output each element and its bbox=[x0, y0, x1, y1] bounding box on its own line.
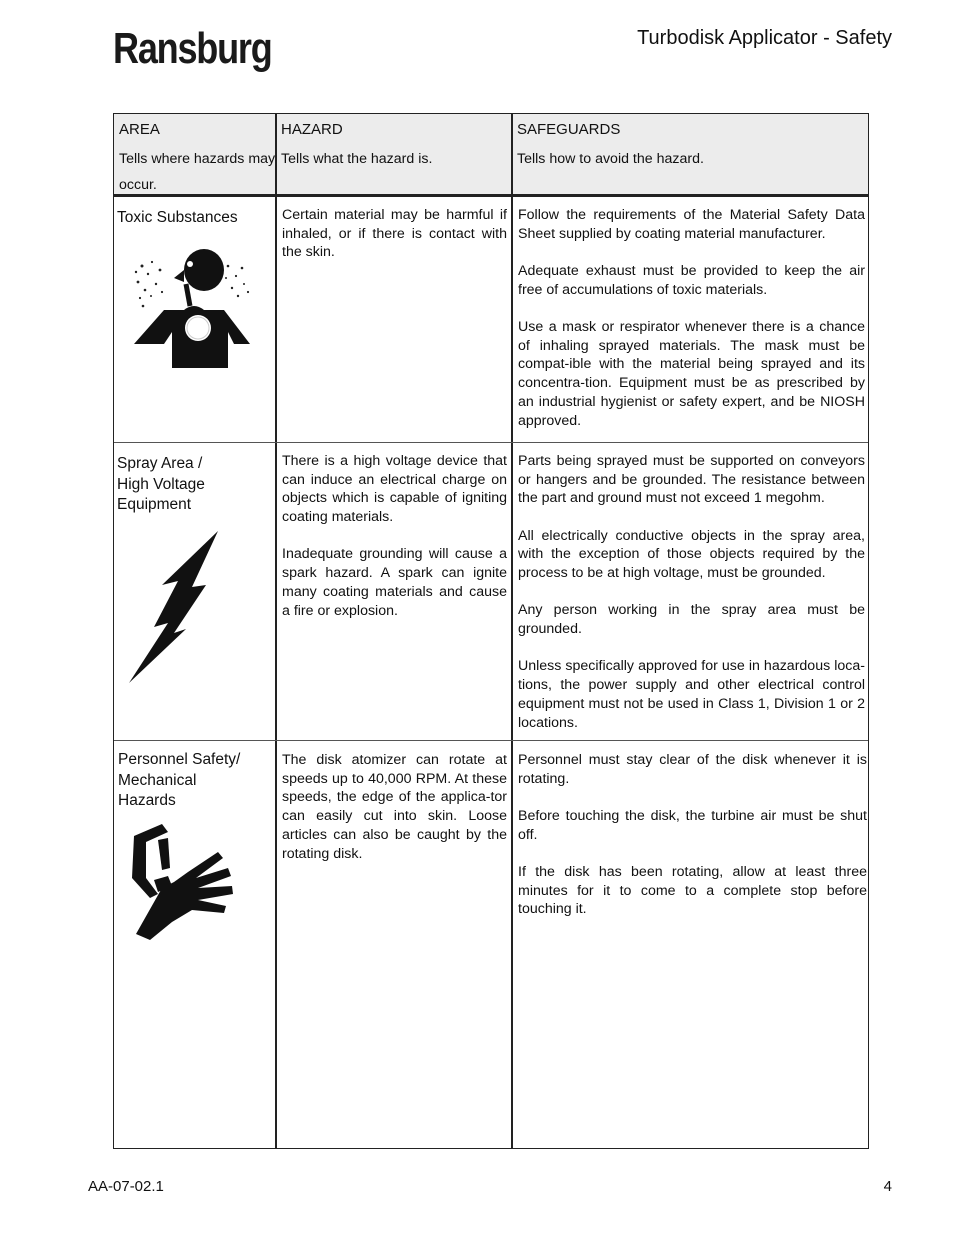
toxic-inhalation-icon bbox=[132, 248, 254, 370]
area-spray-high-voltage: Spray Area / High Voltage Equipment bbox=[117, 455, 205, 513]
hazard-text: Certain material may be harmful if inhaled, or if there is contact with the skin. bbox=[282, 207, 507, 261]
safeguard-text: Unless specifically approved for use in hazardous loca-tions, the power supply and other electrical control equipment must not be used in Class 1, Division 1 or 2 locations. bbox=[518, 658, 865, 731]
safeguard-text: Adequate exhaust must be provided to keep the air free of accumulations of toxic materials. bbox=[518, 263, 865, 298]
header-area-title: AREA bbox=[119, 121, 160, 138]
safeguard-text: Use a mask or respirator whenever there is a chance of inhaling sprayed materials. The mask must be compat-ible with the material being sprayed and its concentra-tion. Equipment must be as prescribed by an industrial hygienist or safety expert, and be NIOSH approved. bbox=[518, 319, 865, 429]
hand-cut-hazard-icon bbox=[128, 822, 236, 942]
header-hazard-title: HAZARD bbox=[281, 121, 343, 138]
column-divider bbox=[511, 114, 513, 1148]
area-toxic-substances: Toxic Substances bbox=[117, 209, 238, 226]
document-number: AA-07-02.1 bbox=[88, 1178, 164, 1195]
safeguard-text: All electrically conductive objects in the spray area, with the exception of those objects required by the process to be at high voltage, must be grounded. bbox=[518, 527, 865, 582]
header-safeguards bbox=[517, 120, 862, 172]
safeguard-text: Parts being sprayed must be supported on conveyors or hangers and be grounded. The resistance between the part and ground must not exceed 1 megohm. bbox=[518, 453, 865, 507]
header-area bbox=[119, 120, 277, 198]
header-hazard-subtitle: Tells what the hazard is. bbox=[281, 151, 433, 167]
document-title: Turbodisk Applicator - Safety bbox=[637, 27, 892, 49]
hazard-mechanical bbox=[282, 751, 507, 863]
safeguard-text: Before touching the disk, the turbine air must be shut off. bbox=[518, 808, 867, 843]
header-hazard bbox=[281, 120, 509, 172]
lightning-bolt-icon bbox=[126, 529, 222, 685]
page-number: 4 bbox=[883, 1178, 892, 1195]
hazard-text: There is a high voltage device that can induce an electrical charge on objects which is capable of igniting coating materials. bbox=[282, 453, 507, 526]
row-divider bbox=[114, 442, 868, 443]
header-area-subtitle: Tells where hazards may occur. bbox=[119, 151, 276, 193]
header-safeguards-title: SAFEGUARDS bbox=[517, 121, 621, 138]
header-safeguards-subtitle: Tells how to avoid the hazard. bbox=[517, 151, 704, 167]
safeguards-high-voltage bbox=[518, 452, 865, 732]
safeguards-mechanical bbox=[518, 751, 867, 919]
safeguard-text: If the disk has been rotating, allow at least three minutes for it to come to a complete stop before touching it. bbox=[518, 864, 867, 918]
ransburg-logo: Ransburg bbox=[113, 24, 272, 73]
hazard-toxic bbox=[282, 206, 507, 262]
row-divider bbox=[114, 740, 868, 741]
area-personnel-mechanical: Personnel Safety/ Mechanical Hazards bbox=[118, 751, 241, 809]
hazard-high-voltage bbox=[282, 452, 507, 620]
safeguard-text: Any person working in the spray area must be grounded. bbox=[518, 602, 865, 638]
hazard-text: The disk atomizer can rotate at speeds up to 40,000 RPM. At these speeds, the edge of the applica-tor can easily cut into skin. Loose articles can also be caught by the rotating disk. bbox=[282, 752, 507, 862]
safety-table bbox=[113, 113, 869, 1149]
safeguard-text: Personnel must stay clear of the disk whenever it is rotating. bbox=[518, 752, 867, 787]
hazard-text: Inadequate grounding will cause a spark hazard. A spark can ignite many coating materials and cause a fire or explosion. bbox=[282, 546, 507, 619]
safeguard-text: Follow the requirements of the Material Safety Data Sheet supplied by coating material manufacturer. bbox=[518, 207, 865, 242]
column-divider bbox=[275, 114, 277, 1148]
safeguards-toxic bbox=[518, 206, 865, 430]
